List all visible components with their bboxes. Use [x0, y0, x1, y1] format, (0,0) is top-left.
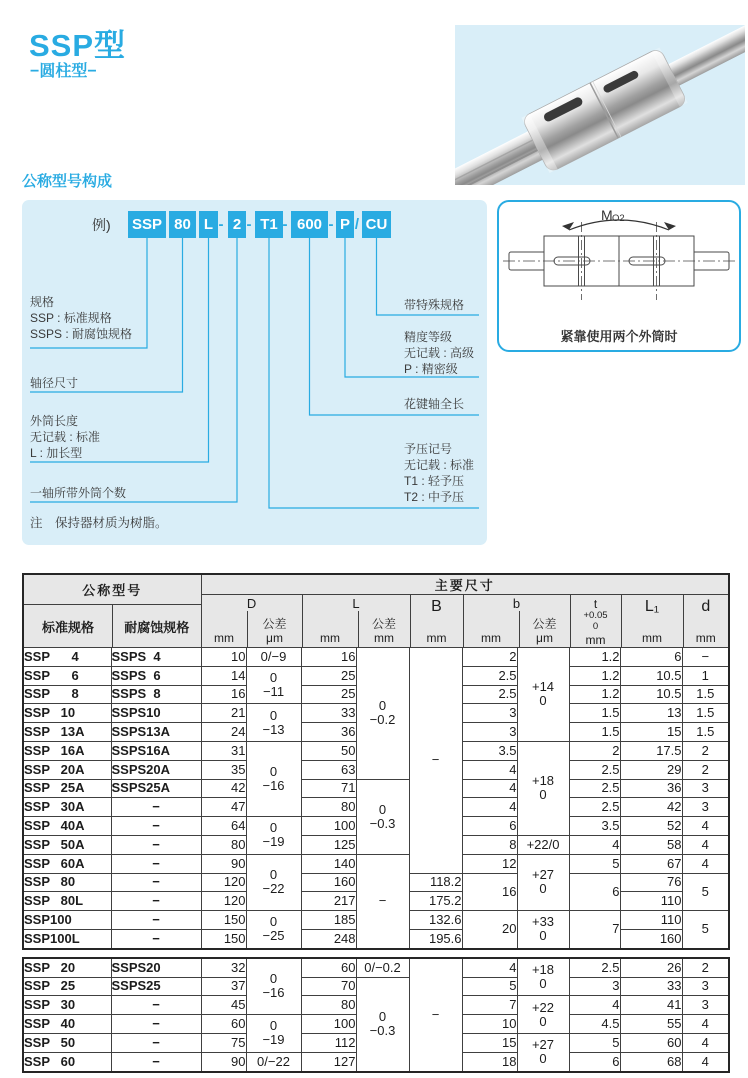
table-cell: 10: [201, 648, 246, 667]
table-cell: 125: [301, 835, 356, 854]
table-cell: +14 0: [517, 648, 569, 742]
table-cell: 70: [301, 977, 356, 996]
table-cell: 6: [620, 648, 682, 667]
table-cell: 18: [462, 1052, 517, 1071]
table-cell: SSPS16A: [111, 741, 201, 760]
table-cell: 0 −19: [246, 817, 301, 855]
table-cell: 217: [301, 892, 356, 911]
table-cell: 6: [569, 1052, 620, 1071]
table-cell: 160: [301, 873, 356, 892]
table-cell: SSP 20: [23, 958, 111, 977]
table-cell: SSP100L: [23, 929, 111, 948]
table-cell: −: [111, 1052, 201, 1071]
table-cell: 100: [301, 817, 356, 836]
table-cell: 60: [620, 1033, 682, 1052]
header-dims-title: 主要尺寸: [202, 575, 729, 595]
header-col-b: b mm 公差 μm: [463, 595, 570, 647]
table-cell: 0/−0.2: [356, 958, 409, 977]
table-cell: SSP100: [23, 911, 111, 930]
table-cell: 16: [301, 648, 356, 667]
header-col-d: d mm: [683, 595, 729, 647]
header-corrosion-spec: 耐腐蚀规格: [112, 605, 201, 647]
table-cell: 0 −13: [246, 704, 301, 742]
figure-box: [497, 200, 741, 352]
table-cell: 4: [682, 817, 729, 836]
model-separator-dash: -: [328, 216, 334, 233]
table-cell: 63: [301, 760, 356, 779]
model-separator-slash: /: [354, 216, 360, 233]
table-cell: 90: [201, 1052, 246, 1071]
table-cell: 3: [682, 996, 729, 1015]
callout-spec: 规格 SSP : 标准规格 SSPS : 耐腐蚀规格: [30, 295, 133, 341]
table-cell: 0 −16: [246, 958, 301, 1015]
table-cell: 64: [201, 817, 246, 836]
table-cell: SSP 6: [23, 666, 111, 685]
model-segment-special: CU: [362, 211, 391, 238]
table-cell: 32: [201, 958, 246, 977]
table-cell: 4: [462, 760, 517, 779]
table-cell: SSP 16A: [23, 741, 111, 760]
table-body-block-2: [23, 958, 729, 1072]
table-cell: 3: [682, 798, 729, 817]
table-cell: +22/0: [517, 835, 569, 854]
table-cell: 10.5: [620, 685, 682, 704]
table-cell: 67: [620, 854, 682, 873]
table-cell: +33 0: [517, 911, 569, 949]
table-cell: 10: [462, 1015, 517, 1034]
table-cell: −: [111, 873, 201, 892]
table-cell: 2: [682, 741, 729, 760]
table-cell: 1.5: [569, 704, 620, 723]
table-cell: 7: [462, 996, 517, 1015]
table-cell: SSPS13A: [111, 723, 201, 742]
table-cell: 80: [201, 835, 246, 854]
table-cell: +18 0: [517, 741, 569, 835]
table-cell: −: [111, 892, 201, 911]
table-cell: 110: [620, 892, 682, 911]
table-cell: +27 0: [517, 854, 569, 910]
model-segment-count: 2: [228, 211, 246, 238]
table-cell: 0 −22: [246, 854, 301, 910]
table-cell: 52: [620, 817, 682, 836]
table-cell: 0 −11: [246, 666, 301, 704]
table-cell: 68: [620, 1052, 682, 1071]
table-cell: 3: [569, 977, 620, 996]
table-cell: 7: [569, 911, 620, 949]
table-cell: −: [111, 817, 201, 836]
panel-note: 注 保持器材质为树脂。: [30, 516, 168, 530]
header-col-L-tol: 公差 mm: [358, 611, 410, 647]
table-cell: 5: [682, 911, 729, 949]
table-cell: 4.5: [569, 1015, 620, 1034]
table-cell: 13: [620, 704, 682, 723]
table-cell: 33: [301, 704, 356, 723]
table-cell: 12: [462, 854, 517, 873]
product-photo-image: [455, 25, 745, 185]
table-cell: 20: [462, 911, 517, 949]
callout-cylinder-length: 外筒长度 无记载 : 标准 L : 加长型: [30, 414, 101, 460]
callout-accuracy-grade: 精度等级 无记载 : 高级 P : 精密级: [404, 330, 475, 376]
table-cell: 4: [569, 835, 620, 854]
table-cell: 132.6: [409, 911, 462, 930]
table-cell: 112: [301, 1033, 356, 1052]
table-cell: +22 0: [517, 996, 569, 1034]
table-cell: 4: [462, 798, 517, 817]
table-cell: −: [111, 996, 201, 1015]
table-cell: 5: [462, 977, 517, 996]
table-cell: 185: [301, 911, 356, 930]
table-cell: 127: [301, 1052, 356, 1071]
table-cell: 2.5: [569, 779, 620, 798]
table-row: [23, 854, 729, 873]
table-cell: 90: [201, 854, 246, 873]
table-cell: 37: [201, 977, 246, 996]
table-cell: 2: [682, 760, 729, 779]
table-cell: SSP 8: [23, 685, 111, 704]
table-cell: SSPS25: [111, 977, 201, 996]
table-cell: 3: [682, 977, 729, 996]
header-col-D: D mm 公差 μm: [202, 595, 302, 647]
table-cell: 150: [201, 929, 246, 948]
table-cell: SSP 60A: [23, 854, 111, 873]
header-col-D-tol: 公差 μm: [247, 611, 302, 647]
table-cell: 1.5: [682, 704, 729, 723]
table-cell: 3: [682, 779, 729, 798]
table-cell: −: [111, 929, 201, 948]
table-cell: 3: [462, 723, 517, 742]
table-header: [23, 574, 729, 648]
header-model-title: 公称型号: [24, 575, 201, 605]
model-segment-size: 80: [169, 211, 196, 238]
table-cell: SSPS20: [111, 958, 201, 977]
section-heading: 公称型号构成: [22, 173, 113, 190]
table-cell: 45: [201, 996, 246, 1015]
table-cell: SSPS 8: [111, 685, 201, 704]
table-cell: 110: [620, 911, 682, 930]
model-separator-dash: -: [246, 216, 252, 233]
table-cell: 5: [569, 1033, 620, 1052]
table-cell: 1.2: [569, 685, 620, 704]
table-cell: 42: [620, 798, 682, 817]
callout-shaft-diameter: 轴径尺寸: [30, 376, 79, 390]
table-cell: 3.5: [569, 817, 620, 836]
table-cell: 58: [620, 835, 682, 854]
table-cell: 120: [201, 873, 246, 892]
table-cell: 21: [201, 704, 246, 723]
table-cell: 14: [201, 666, 246, 685]
header-model-group: [23, 574, 201, 648]
table-cell: −: [409, 648, 462, 874]
table-cell: −: [682, 648, 729, 667]
table-cell: 100: [301, 1015, 356, 1034]
dimension-tables: [22, 573, 728, 1073]
table-cell: 1.5: [569, 723, 620, 742]
table-cell: 1.5: [682, 723, 729, 742]
dimension-table-block-2: [22, 957, 730, 1073]
callout-spline-shaft-length: 花键轴全长: [404, 397, 465, 411]
table-cell: 3: [462, 704, 517, 723]
table-cell: 41: [620, 996, 682, 1015]
product-photo: [455, 25, 745, 185]
table-cell: 6: [569, 873, 620, 911]
model-segment-length: L: [199, 211, 218, 238]
table-cell: SSPS10: [111, 704, 201, 723]
model-segment-preload: T1: [255, 211, 283, 238]
table-cell: 2.5: [462, 685, 517, 704]
table-cell: SSP 20A: [23, 760, 111, 779]
table-cell: 248: [301, 929, 356, 948]
table-cell: 4: [569, 996, 620, 1015]
model-separator-dash: -: [282, 216, 288, 233]
table-cell: 25: [301, 666, 356, 685]
table-cell: 4: [682, 835, 729, 854]
table-cell: 47: [201, 798, 246, 817]
page-subtitle: −圆柱型−: [30, 63, 97, 80]
table-cell: 26: [620, 958, 682, 977]
table-cell: 2.5: [569, 798, 620, 817]
table-cell: 16: [462, 873, 517, 911]
table-cell: 0/−9: [246, 648, 301, 667]
table-cell: −: [111, 1015, 201, 1034]
table-cell: 75: [201, 1033, 246, 1052]
table-cell: 150: [201, 911, 246, 930]
table-cell: SSP 25: [23, 977, 111, 996]
table-cell: SSP 60: [23, 1052, 111, 1071]
table-cell: SSP 10: [23, 704, 111, 723]
table-cell: 2.5: [569, 760, 620, 779]
table-cell: 3.5: [462, 741, 517, 760]
table-cell: 160: [620, 929, 682, 948]
table-cell: 80: [301, 798, 356, 817]
table-body-block-1: [23, 648, 729, 949]
table-cell: 60: [201, 1015, 246, 1034]
table-cell: SSP 13A: [23, 723, 111, 742]
table-cell: 36: [620, 779, 682, 798]
table-cell: 1.2: [569, 648, 620, 667]
figure-caption: 紧靠使用两个外筒时: [560, 329, 678, 344]
table-cell: SSP 25A: [23, 779, 111, 798]
table-cell: 60: [301, 958, 356, 977]
table-cell: 1.5: [682, 685, 729, 704]
table-cell: SSPS 6: [111, 666, 201, 685]
table-cell: 35: [201, 760, 246, 779]
table-cell: 15: [620, 723, 682, 742]
table-cell: −: [356, 854, 409, 948]
table-cell: 4: [682, 1015, 729, 1034]
table-cell: SSP 80: [23, 873, 111, 892]
table-row: [23, 958, 729, 977]
table-cell: −: [409, 958, 462, 1072]
table-cell: 4: [682, 1033, 729, 1052]
table-cell: 24: [201, 723, 246, 742]
header-dims-group: [201, 574, 729, 648]
table-cell: 0 −19: [246, 1015, 301, 1053]
table-cell: 140: [301, 854, 356, 873]
table-cell: SSP 80L: [23, 892, 111, 911]
table-row: [23, 648, 729, 667]
table-cell: 2: [682, 958, 729, 977]
table-cell: −: [111, 911, 201, 930]
table-cell: 4: [682, 1052, 729, 1071]
moment-label-sub: O2: [612, 213, 625, 224]
table-cell: 1.2: [569, 666, 620, 685]
table-cell: 0/−22: [246, 1052, 301, 1071]
model-segment-series: SSP: [128, 211, 166, 238]
table-cell: 16: [201, 685, 246, 704]
table-cell: 118.2: [409, 873, 462, 892]
callout-cylinder-count: 一轴所带外筒个数: [30, 486, 127, 500]
table-cell: 71: [301, 779, 356, 798]
table-cell: 0 −0.3: [356, 779, 409, 854]
table-cell: 80: [301, 996, 356, 1015]
table-cell: 2.5: [462, 666, 517, 685]
table-cell: 0 −25: [246, 911, 301, 949]
table-cell: 25: [301, 685, 356, 704]
table-cell: 2.5: [569, 958, 620, 977]
table-cell: 0 −0.3: [356, 977, 409, 1071]
table-cell: +27 0: [517, 1033, 569, 1071]
table-cell: 2: [569, 741, 620, 760]
table-cell: 175.2: [409, 892, 462, 911]
table-cell: 15: [462, 1033, 517, 1052]
table-cell: SSP 40A: [23, 817, 111, 836]
model-segment-accuracy: P: [336, 211, 354, 238]
two-nut-diagram: [499, 206, 739, 324]
table-cell: 33: [620, 977, 682, 996]
header-standard-spec: 标准规格: [41, 619, 94, 635]
table-row: [23, 779, 729, 798]
table-cell: +18 0: [517, 958, 569, 996]
header-col-L: L mm 公差 mm: [302, 595, 410, 647]
table-cell: SSPS25A: [111, 779, 201, 798]
table-cell: SSP 40: [23, 1015, 111, 1034]
table-cell: 6: [462, 817, 517, 836]
table-cell: 0 −16: [246, 741, 301, 816]
page-title: SSP型: [29, 28, 127, 63]
table-cell: SSP 50A: [23, 835, 111, 854]
table-cell: 5: [682, 873, 729, 911]
table-cell: SSP 50: [23, 1033, 111, 1052]
table-cell: −: [111, 835, 201, 854]
table-cell: 76: [620, 873, 682, 892]
header-col-B: B mm: [410, 595, 463, 647]
table-cell: SSPS20A: [111, 760, 201, 779]
table-cell: −: [111, 798, 201, 817]
table-cell: 2: [462, 648, 517, 667]
table-cell: 55: [620, 1015, 682, 1034]
table-cell: 120: [201, 892, 246, 911]
header-col-L1: L₁ mm: [621, 595, 683, 647]
table-cell: SSPS 4: [111, 648, 201, 667]
table-cell: 17.5: [620, 741, 682, 760]
model-composition-panel: [22, 200, 487, 545]
moment-label-m: M: [601, 207, 613, 223]
example-label: 例): [92, 217, 111, 233]
callout-special-spec: 带特殊规格: [404, 298, 465, 312]
table-cell: 10.5: [620, 666, 682, 685]
table-cell: 42: [201, 779, 246, 798]
header-col-b-tol: 公差 μm: [519, 611, 570, 647]
table-cell: SSP 4: [23, 648, 111, 667]
table-cell: 50: [301, 741, 356, 760]
model-separator-dash: -: [218, 216, 224, 233]
table-cell: 4: [462, 958, 517, 977]
table-cell: −: [111, 1033, 201, 1052]
table-cell: SSP 30: [23, 996, 111, 1015]
table-row: [23, 977, 729, 996]
table-cell: 36: [301, 723, 356, 742]
table-cell: 0 −0.2: [356, 648, 409, 780]
table-cell: 195.6: [409, 929, 462, 948]
table-cell: SSP 30A: [23, 798, 111, 817]
table-cell: 4: [682, 854, 729, 873]
callout-preload-symbol: 予压记号 无记载 : 标准 T1 : 轻予压 T2 : 中予压: [404, 442, 475, 504]
header-col-t: t +0.05 0 mm: [570, 595, 621, 647]
dimension-table-block-1: [22, 573, 730, 950]
model-segment-shaft-length: 600: [291, 211, 328, 238]
table-cell: 8: [462, 835, 517, 854]
table-cell: 4: [462, 779, 517, 798]
table-cell: 31: [201, 741, 246, 760]
table-cell: −: [111, 854, 201, 873]
table-cell: 1: [682, 666, 729, 685]
table-cell: 5: [569, 854, 620, 873]
table-cell: 29: [620, 760, 682, 779]
